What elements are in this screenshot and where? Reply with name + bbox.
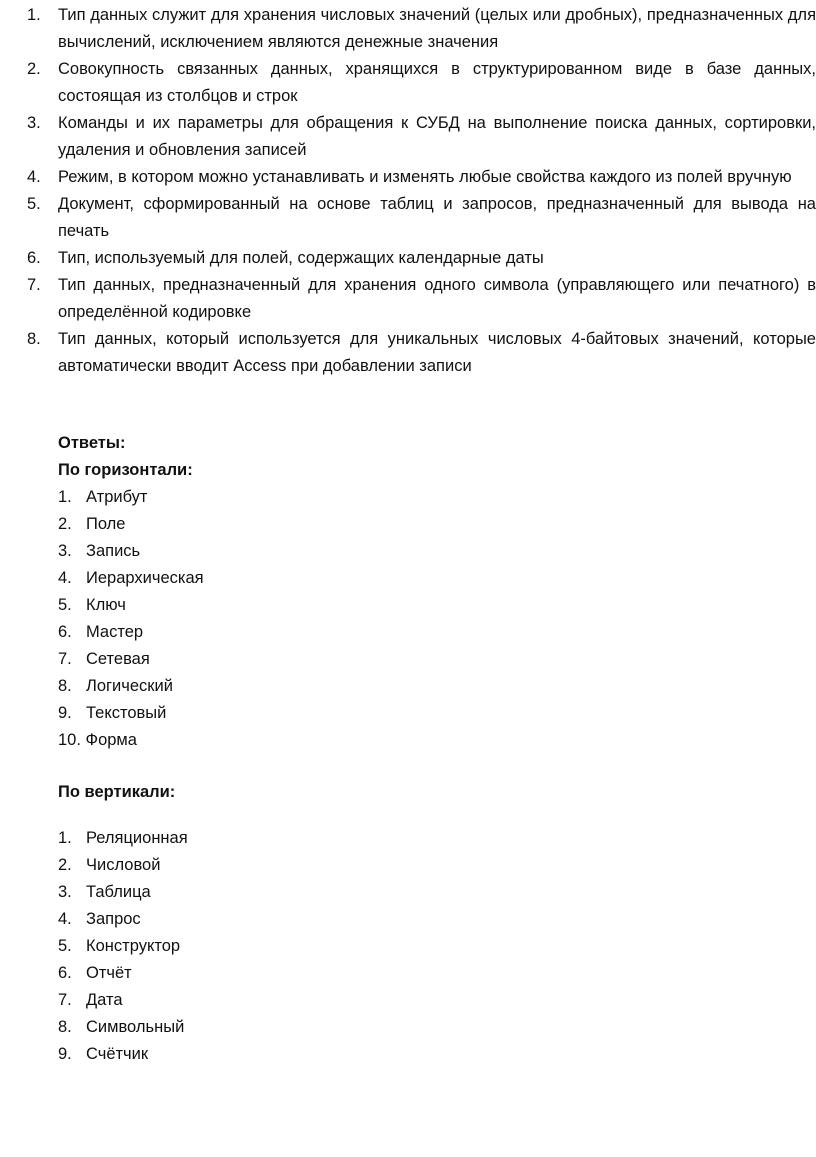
horizontal-heading: По горизонтали:	[58, 461, 193, 479]
clue-text: Тип данных служит для хранения числовых значений (целых или дробных), предназначенных для вычислений, исключением являются денежные значения	[58, 6, 816, 51]
vertical-block	[58, 779, 758, 1068]
answer-text: Дата	[86, 991, 123, 1009]
answer-number: 3.	[58, 542, 72, 560]
answers-section	[58, 430, 758, 1068]
answer-item	[58, 700, 758, 727]
clue-item	[0, 56, 816, 110]
clue-text: Тип данных, который используется для уникальных числовых 4-байтовых значений, которые автоматически вводит Access при добавлении записи	[58, 330, 816, 375]
answer-item	[58, 484, 758, 511]
answer-text: Числовой	[86, 856, 161, 874]
answer-text: Счётчик	[86, 1045, 149, 1063]
clue-item	[0, 191, 816, 245]
answers-heading: Ответы:	[58, 434, 126, 452]
answer-text: Символьный	[86, 1018, 185, 1036]
clue-number: 4.	[27, 168, 41, 186]
answer-number: 3.	[58, 883, 72, 901]
answer-number: 5.	[58, 596, 72, 614]
answer-text: Текстовый	[86, 704, 167, 722]
answer-item	[58, 879, 758, 906]
answer-text: Ключ	[86, 596, 126, 614]
answer-item	[58, 933, 758, 960]
clue-text: Тип, используемый для полей, содержащих календарные даты	[58, 249, 544, 267]
clue-number: 5.	[27, 195, 41, 213]
clue-item	[0, 272, 816, 326]
answer-number: 10.	[58, 731, 81, 749]
clue-text: Режим, в котором можно устанавливать и изменять любые свойства каждого из полей вручную	[58, 168, 792, 186]
answer-number: 5.	[58, 937, 72, 955]
answer-item	[58, 565, 758, 592]
answer-item	[58, 592, 758, 619]
answer-text: Форма	[85, 731, 137, 749]
answer-item	[58, 987, 758, 1014]
answer-item	[58, 538, 758, 565]
clue-number: 8.	[27, 330, 41, 348]
answer-item	[58, 619, 758, 646]
answer-text: Реляционная	[86, 829, 188, 847]
clue-text: Документ, сформированный на основе таблиц и запросов, предназначенный для вывода на печать	[58, 195, 816, 240]
clue-item	[0, 2, 816, 56]
clue-item	[0, 110, 816, 164]
answer-number: 9.	[58, 1045, 72, 1063]
answer-number: 4.	[58, 910, 72, 928]
answer-number: 6.	[58, 964, 72, 982]
clue-number: 6.	[27, 249, 41, 267]
answer-item	[58, 673, 758, 700]
clue-number: 1.	[27, 6, 41, 24]
answer-text: Конструктор	[86, 937, 181, 955]
answer-text: Запись	[86, 542, 141, 560]
answer-item	[58, 825, 758, 852]
answer-item	[58, 852, 758, 879]
answer-number: 2.	[58, 515, 72, 533]
clue-text: Команды и их параметры для обращения к СУБД на выполнение поиска данных, сортировки, удаления и обновления записей	[58, 114, 816, 159]
answer-number: 1.	[58, 829, 72, 847]
answer-number: 6.	[58, 623, 72, 641]
answer-text: Иерархическая	[86, 569, 204, 587]
answer-text: Поле	[86, 515, 126, 533]
answer-text: Отчёт	[86, 964, 132, 982]
answer-number: 8.	[58, 677, 72, 695]
clue-number: 2.	[27, 60, 41, 78]
horizontal-answer-list	[58, 484, 758, 754]
answer-item	[58, 646, 758, 673]
answer-item	[58, 511, 758, 538]
clue-list	[0, 0, 816, 378]
answer-text: Атрибут	[86, 488, 148, 506]
answer-text: Таблица	[86, 883, 151, 901]
answer-number: 7.	[58, 650, 72, 668]
answer-number: 7.	[58, 991, 72, 1009]
answer-item	[58, 727, 758, 754]
clue-text: Совокупность связанных данных, хранящихся в структурированном виде в базе данных, состоящая из столбцов и строк	[58, 60, 816, 105]
answer-item	[58, 1014, 758, 1041]
answer-number: 4.	[58, 569, 72, 587]
clue-item	[0, 326, 816, 380]
answer-number: 2.	[58, 856, 72, 874]
answer-item	[58, 906, 758, 933]
answer-text: Сетевая	[86, 650, 150, 668]
clue-number: 3.	[27, 114, 41, 132]
clue-text: Тип данных, предназначенный для хранения одного символа (управляющего или печатного) в определённой кодировке	[58, 276, 816, 321]
answer-number: 8.	[58, 1018, 72, 1036]
answer-number: 1.	[58, 488, 72, 506]
clue-item	[0, 164, 816, 191]
answer-item	[58, 960, 758, 987]
vertical-answer-list	[58, 825, 758, 1068]
answer-text: Мастер	[86, 623, 144, 641]
clue-item	[0, 245, 816, 272]
answer-number: 9.	[58, 704, 72, 722]
answer-text: Логический	[86, 677, 173, 695]
vertical-heading: По вертикали:	[58, 783, 176, 801]
answer-text: Запрос	[86, 910, 141, 928]
answer-item	[58, 1041, 758, 1068]
clue-number: 7.	[27, 276, 41, 294]
